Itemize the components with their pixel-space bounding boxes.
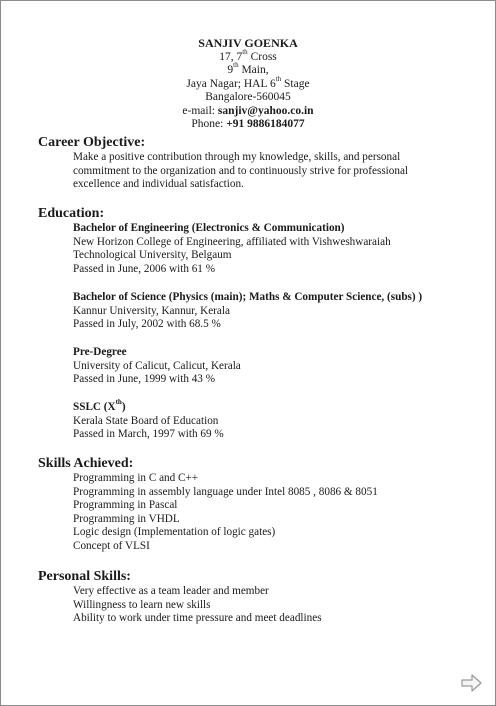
passed-line: Passed in March, 1997 with 69 % (73, 428, 224, 441)
passed-line: Passed in July, 2002 with 68.5 % (73, 318, 221, 331)
education-bsc (73, 291, 463, 332)
skill-item: Programming in C and C++ (73, 472, 199, 484)
institution-line: New Horizon College of Engineering, affiliated with Vishweshwaraiah (73, 235, 391, 248)
degree-title: SSLC (Xth) (73, 398, 126, 413)
skills-list (73, 472, 463, 554)
next-page-arrow-icon[interactable] (461, 674, 483, 692)
career-line: excellence and individual satisfaction. (73, 178, 244, 191)
section-title-personal: Personal Skills: (38, 569, 131, 584)
personal-skills-list (73, 585, 463, 626)
phone-line: Phone: +91 9886184077 (191, 118, 305, 130)
institution-line: Kannur University, Kannur, Kerala (73, 304, 230, 317)
career-line: commitment to the organization and to continuously strive for professional (73, 164, 409, 177)
skill-item: Programming in Pascal (73, 499, 178, 512)
degree-title: Pre-Degree (73, 346, 127, 358)
education-sslc (73, 398, 463, 442)
contact-header (1, 37, 495, 132)
skill-item: Logic design (Implementation of logic gates) (73, 526, 276, 539)
institution-line: University of Calicut, Calicut, Kerala (73, 359, 241, 372)
institution-line: Kerala State Board of Education (73, 414, 219, 427)
candidate-name: SANJIV GOENKA (198, 36, 298, 50)
passed-line: Passed in June, 2006 with 61 % (73, 262, 216, 275)
address-city: Bangalore-560045 (205, 91, 291, 103)
section-title-career: Career Objective: (38, 135, 146, 150)
education-be (73, 222, 463, 276)
skill-item: Concept of VLSI (73, 539, 150, 552)
education-predegree (73, 346, 463, 387)
skill-item: Programming in assembly language under Intel 8085 , 8086 & 8051 (73, 485, 378, 498)
email-line: e-mail: sanjiv@yahoo.co.in (182, 104, 314, 117)
personal-skill-item: Very effective as a team leader and member (73, 585, 269, 597)
skill-item: Programming in VHDL (73, 512, 180, 525)
address-line-1: 17, 7th Cross (219, 47, 277, 63)
degree-title: Bachelor of Engineering (Electronics & Communication) (73, 222, 345, 234)
section-title-education: Education: (38, 206, 105, 221)
passed-line: Passed in June, 1999 with 43 % (73, 373, 216, 386)
institution-line: Technological University, Belgaum (73, 249, 232, 262)
phone-number: +91 9886184077 (226, 118, 305, 130)
email-link[interactable]: sanjiv@yahoo.co.in (217, 104, 314, 117)
address-line-3: Jaya Nagar; HAL 6th Stage (186, 74, 310, 90)
personal-skill-item: Willingness to learn new skills (73, 598, 211, 611)
career-line: Make a positive contribution through my knowledge, skills, and personal (73, 151, 401, 163)
career-objective-text (73, 151, 463, 192)
address-line-2: 9th Main, (227, 61, 269, 76)
section-title-skills: Skills Achieved: (38, 456, 134, 471)
degree-title: Bachelor of Science (Physics (main); Maths & Computer Science, (subs) ) (73, 291, 423, 303)
personal-skill-item: Ability to work under time pressure and meet deadlines (73, 612, 322, 625)
